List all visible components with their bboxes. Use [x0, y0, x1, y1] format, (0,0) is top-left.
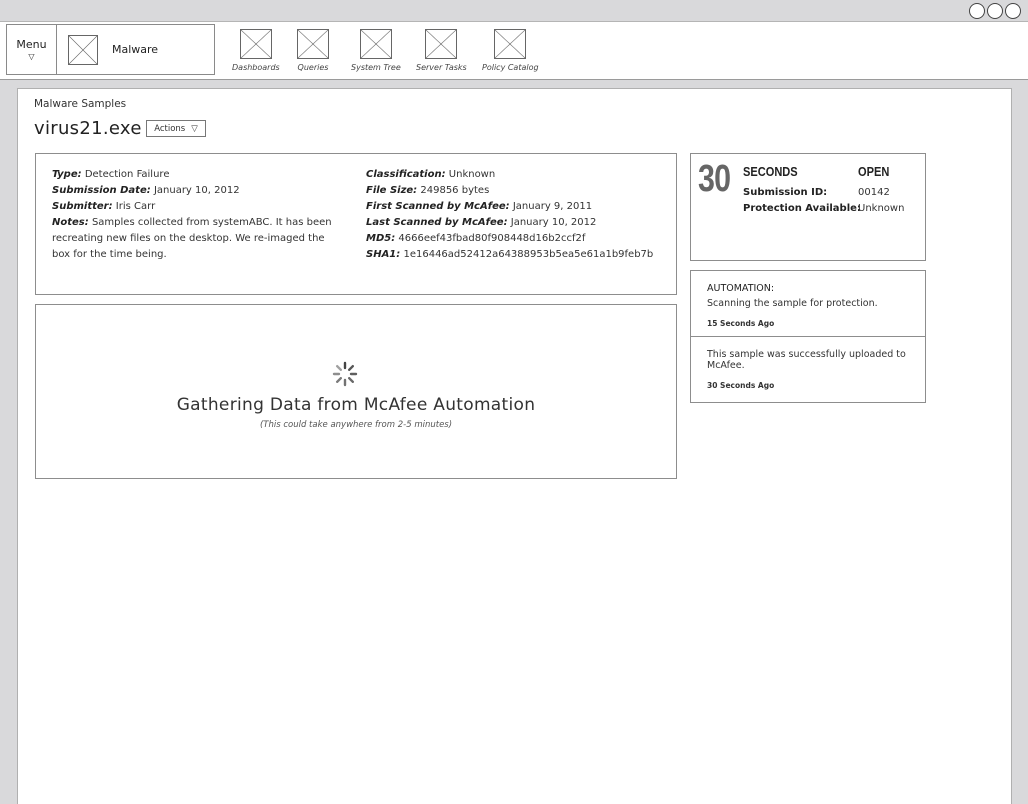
activity-text: This sample was successfully uploaded to McAfee.	[707, 349, 906, 371]
menu-label: Menu	[16, 38, 47, 51]
nav-label: Server Tasks	[416, 63, 467, 72]
elapsed-unit: SECONDS	[743, 164, 798, 179]
chevron-down-icon: ▽	[28, 52, 35, 61]
app-menu-group	[6, 24, 215, 75]
details-right-column	[366, 167, 671, 263]
nav-label: Queries	[297, 63, 329, 72]
nav-server-tasks[interactable]	[416, 29, 467, 72]
sample-details-panel	[35, 153, 677, 295]
submission-date-row: Submission Date: January 10, 2012	[52, 185, 240, 196]
details-left-column	[52, 167, 344, 263]
nav-label: System Tree	[351, 63, 401, 72]
server-tasks-icon	[425, 29, 457, 59]
app-title	[57, 25, 158, 74]
first-scanned-row: First Scanned by McAfee: January 9, 2011	[366, 201, 593, 212]
policy-catalog-icon	[494, 29, 526, 59]
status-badge: OPEN	[858, 164, 890, 179]
loading-subtitle: (This could take anywhere from 2-5 minutes)	[259, 420, 453, 430]
status-panel	[690, 153, 926, 261]
file-size-row: File Size: 249856 bytes	[366, 185, 490, 196]
md5-row: MD5: 4666eef43fbad80f908448d16b2ccf2f	[366, 233, 586, 244]
last-scanned-row: Last Scanned by McAfee: January 10, 2012	[366, 217, 597, 228]
nav-label: Dashboards	[232, 63, 280, 72]
nav-system-tree[interactable]	[351, 29, 401, 72]
activity-time: 15 Seconds Ago	[707, 319, 775, 328]
nav-queries[interactable]	[297, 29, 329, 72]
top-navigation-bar	[0, 21, 1028, 80]
chevron-down-icon: ▽	[191, 123, 198, 134]
notes-row: Notes: Samples collected from systemABC. It has been recreating new files on the desktop. We re-imaged the box for the time being.	[52, 217, 332, 260]
activity-heading: AUTOMATION:	[707, 283, 775, 294]
page-title: virus21.exe	[34, 118, 142, 139]
menu-button[interactable]	[7, 25, 57, 74]
elapsed-count: 30	[698, 158, 731, 200]
system-tree-icon	[360, 29, 392, 59]
actions-label: Actions	[154, 123, 186, 134]
activity-time: 30 Seconds Ago	[707, 381, 775, 390]
classification-row: Classification: Unknown	[366, 169, 496, 180]
queries-icon	[297, 29, 329, 59]
nav-policy-catalog[interactable]	[482, 29, 539, 72]
submitter-row: Submitter: Iris Carr	[52, 201, 156, 212]
submission-id-label: Submission ID:	[743, 187, 828, 198]
activity-item	[690, 270, 926, 337]
loading-panel	[35, 304, 677, 479]
main-content	[17, 88, 1012, 804]
activity-text: Scanning the sample for protection.	[707, 298, 878, 309]
close-button[interactable]	[1005, 3, 1021, 19]
window-controls	[969, 3, 1021, 19]
activity-item	[690, 336, 926, 403]
actions-dropdown[interactable]	[146, 120, 206, 137]
maximize-button[interactable]	[987, 3, 1003, 19]
nav-dashboards[interactable]	[232, 29, 280, 72]
loading-spinner-icon	[332, 361, 358, 387]
app-logo-icon	[68, 35, 98, 65]
app-name-label: Malware	[112, 43, 159, 56]
loading-title: Gathering Data from McAfee Automation	[176, 395, 536, 415]
minimize-button[interactable]	[969, 3, 985, 19]
sha1-row: SHA1: 1e16446ad52412a64388953b5ea5e61a1b9feb7b	[366, 249, 654, 260]
submission-id-value: 00142	[858, 187, 890, 198]
nav-label: Policy Catalog	[482, 63, 539, 72]
protection-available-value: Unknown	[858, 203, 905, 214]
dashboards-icon	[240, 29, 272, 59]
type-row: Type: Detection Failure	[52, 169, 170, 180]
protection-available-label: Protection Available:	[743, 203, 861, 214]
breadcrumb[interactable]: Malware Samples	[34, 98, 127, 110]
